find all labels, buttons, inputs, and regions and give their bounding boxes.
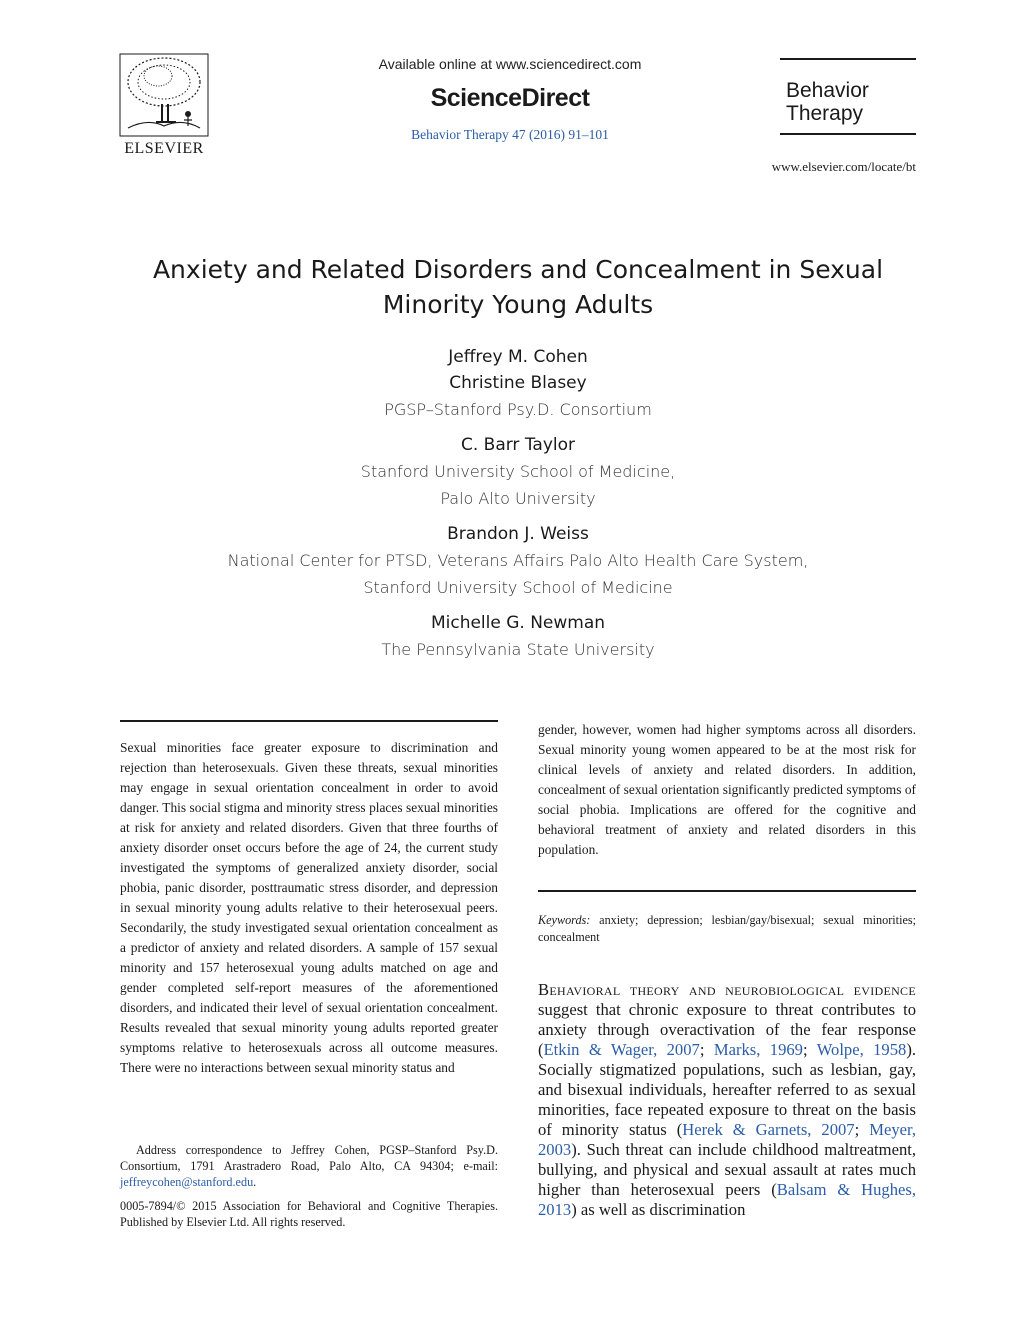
- reference-link[interactable]: Balsam & Hughes, 2013: [538, 1180, 916, 1219]
- journal-title-line2: Therapy: [786, 102, 864, 125]
- elsevier-tree-icon: [118, 52, 210, 138]
- center-header: [320, 56, 700, 143]
- elsevier-logo: [118, 52, 210, 162]
- journal-top-rule: [780, 58, 916, 60]
- author-affiliation: National Center for PTSD, Veterans Affairs Palo Alto Health Care System,: [227, 551, 809, 570]
- reference-link[interactable]: Herek & Garnets, 2007: [682, 1120, 855, 1139]
- abstract-text-part1: Sexual minorities face greater exposure to discrimination and rejection than heterosexuals. Given these threats, sexual minorities may engage in sexual orientation concealment in order to avoid danger. This social stigma and minority stress places sexual minorities at risk for anxiety and related disorders. Given that three fourths of anxiety disorder onset occurs before the age of 24, the current study investigated the symptoms of generalized anxiety disorder, social phobia, panic disorder, posttraumatic stress disorder, and depression in sexual minority young adults relative to their heterosexual peers. Secondarily, the study investigated sexual orientation concealment as a predictor of anxiety and related disorders. A sample of 157 sexual minority and 157 heterosexual young adults matched on age and gender completed self-report measures of the aforementioned disorders, and indicated their level of sexual orientation concealment. Results revealed that sexual minority young adults reported greater symptoms relative to heterosexuals across all outcome measures. There were no interactions between sexual minority status and: [120, 740, 498, 1075]
- author-affiliation: PGSP–Stanford Psy.D. Consortium: [384, 400, 652, 419]
- right-column: [538, 720, 916, 1220]
- abstract-text-part2: gender, however, women had higher symptoms across all disorders. Sexual minority young women appeared to be at the most risk for clinical levels of anxiety and related disorders. In addition, concealment of sexual orientation significantly predicted symptoms of social phobia. Implications are offered for the cognitive and behavioral treatment of anxiety and related disorders in this population.: [538, 722, 916, 857]
- reference-link[interactable]: Etkin & Wager, 2007: [543, 1040, 700, 1059]
- left-column: [120, 720, 498, 1078]
- email-link[interactable]: jeffreycohen@stanford.edu: [120, 1175, 254, 1189]
- lead-in: Behavioral theory and neurobiological evidence: [538, 980, 916, 999]
- author-name: Jeffrey M. Cohen: [448, 347, 588, 367]
- journal-citation-link[interactable]: Behavior Therapy 47 (2016) 91–101: [411, 127, 609, 142]
- reference-link[interactable]: Meyer, 2003: [538, 1120, 916, 1159]
- journal-title: [786, 79, 916, 125]
- author-name: Brandon J. Weiss: [447, 524, 589, 544]
- author-affiliation: The Pennsylvania State University: [381, 640, 655, 659]
- body-paragraph: Behavioral theory and neurobiological evidence suggest that chronic exposure to threat contributes to anxiety through overactivation of the fear response (Etkin & Wager, 2007; Marks, 1969; Wolpe, 1958). Socially stigmatized populations, such as lesbian, gay, and bisexual individuals, hereafter referred to as sexual minorities, face repeated exposure to threat on the basis of minority status (Herek & Garnets, 2007; Meyer, 2003). Such threat can include childhood maltreatment, bullying, and physical and sexual assault at rates much higher than heterosexual peers (Balsam & Hughes, 2013) as well as discrimination: [538, 980, 917, 1219]
- sciencedirect-logo: ScienceDirect: [430, 84, 590, 112]
- page-header: [0, 0, 1020, 180]
- correspondence-footnote: [120, 1142, 498, 1230]
- author-name: C. Barr Taylor: [460, 435, 575, 455]
- keywords: [538, 912, 916, 946]
- author-affiliation: Stanford University School of Medicine: [363, 578, 673, 597]
- correspondence-address: Address correspondence to Jeffrey Cohen, PGSP–Stanford Psy.D. Consortium, 1791 Arastradero Road, Palo Alto, CA 94304; e-mail: jeffreycohen@stanford.edu.: [120, 1143, 498, 1189]
- author-affiliation: Palo Alto University: [440, 489, 596, 508]
- journal-logo: [780, 58, 916, 135]
- article-title: Anxiety and Related Disorders and Concealment in Sexual Minority Young Adults: [152, 255, 884, 319]
- author-affiliation: Stanford University School of Medicine,: [360, 462, 676, 481]
- keywords-list: anxiety; depression; lesbian/gay/bisexual; sexual minorities; concealment: [538, 913, 916, 944]
- abstract-top-rule: [120, 720, 498, 722]
- journal-title-line1: Behavior: [786, 79, 869, 102]
- publisher-name: ELSEVIER: [124, 140, 204, 157]
- keywords-label: Keywords:: [538, 913, 591, 927]
- journal-bottom-rule: [780, 133, 916, 135]
- journal-url-link[interactable]: www.elsevier.com/locate/bt: [771, 159, 916, 174]
- reference-link[interactable]: Wolpe, 1958: [816, 1040, 907, 1059]
- reference-link[interactable]: Marks, 1969: [713, 1040, 803, 1059]
- keywords-rule: [538, 890, 916, 892]
- author-block: [120, 344, 916, 663]
- copyright-notice: 0005-7894/© 2015 Association for Behavioral and Cognitive Therapies. Published by Elsevier Ltd. All rights reserved.: [120, 1199, 498, 1229]
- author-name: Michelle G. Newman: [430, 613, 606, 633]
- available-online-text: Available online at www.sciencedirect.com: [378, 56, 642, 72]
- author-name: Christine Blasey: [449, 373, 587, 393]
